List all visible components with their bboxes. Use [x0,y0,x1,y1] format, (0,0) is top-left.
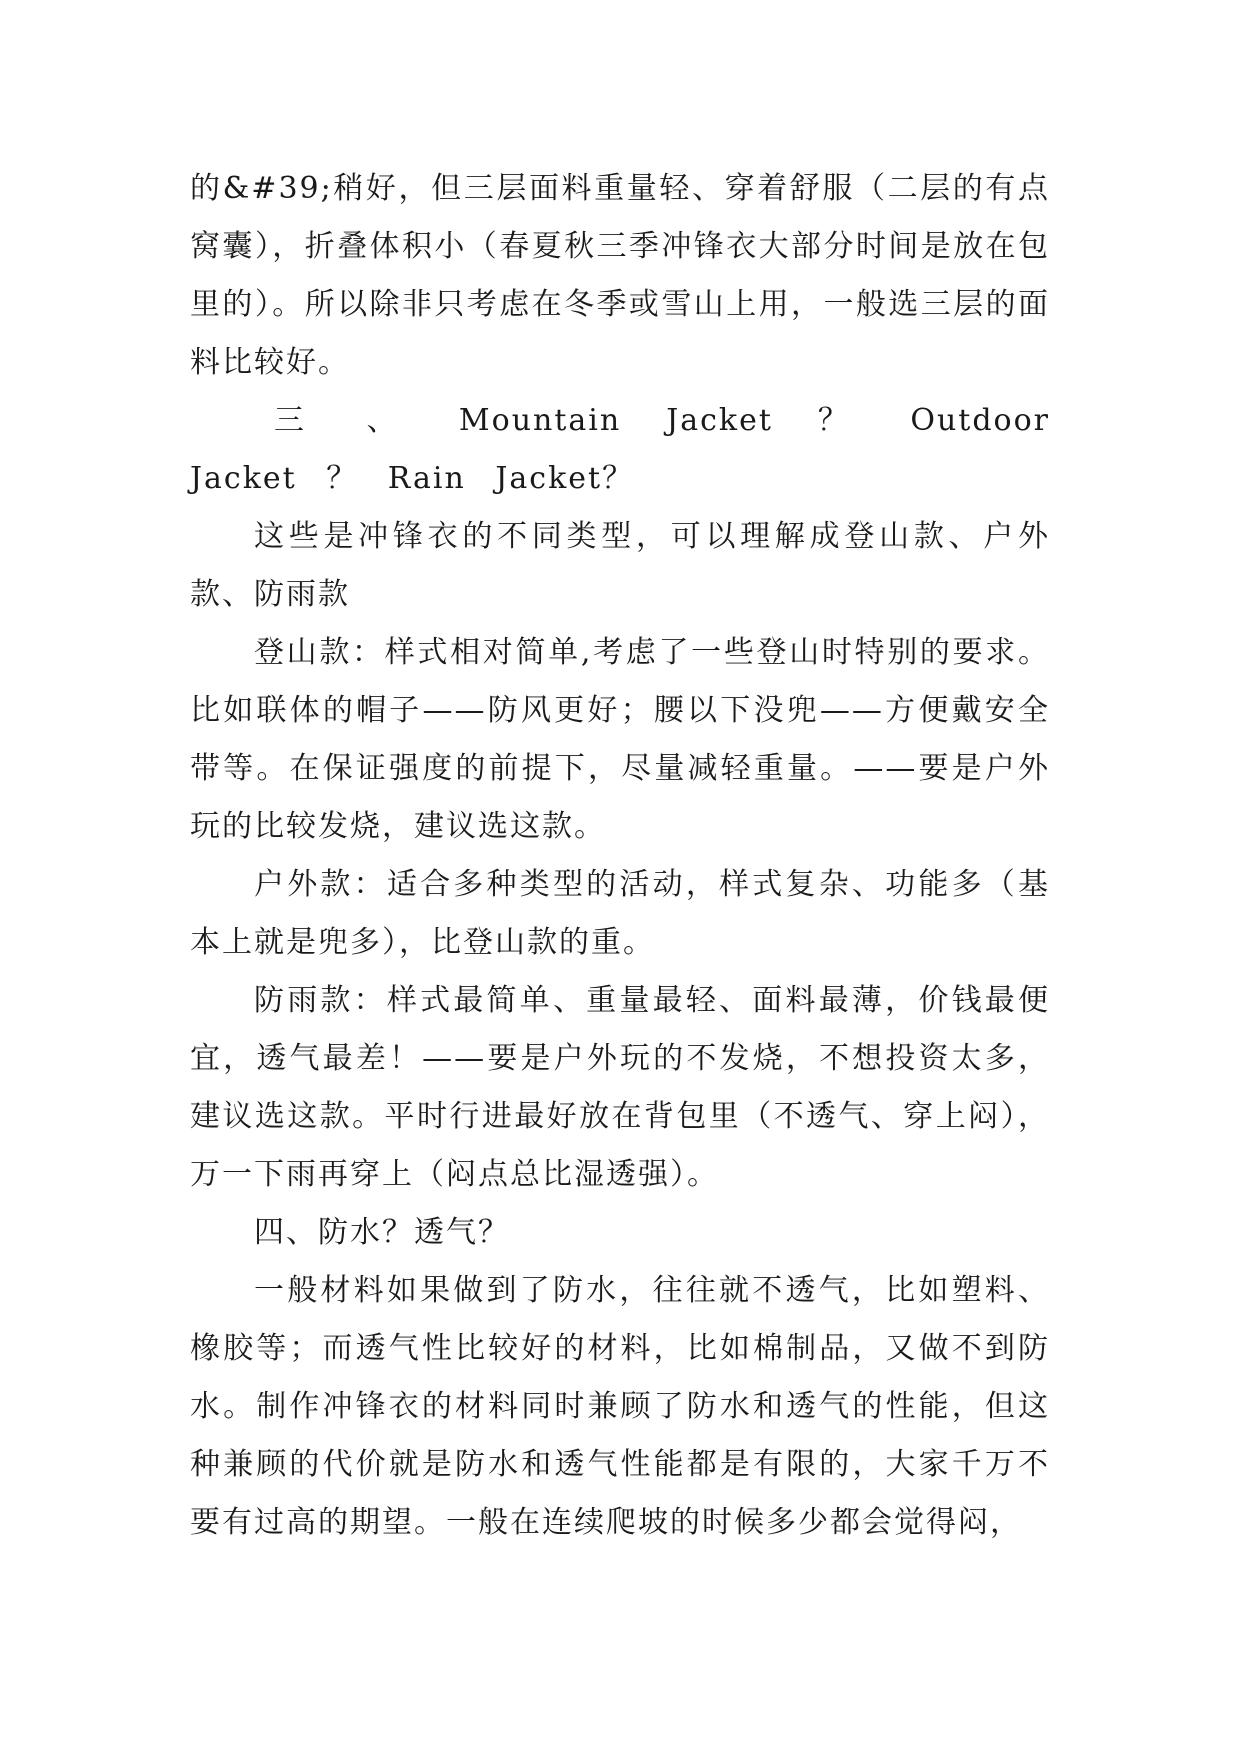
paragraph-fabric-layers: 的&#39;稍好，但三层面料重量轻、穿着舒服（二层的有点窝囊），折叠体积小（春夏秋三季冲锋衣大部分时间是放在包里的）。所以除非只考虑在冬季或雪山上用，一般选三层的面料比较好。 [190,171,1050,380]
paragraph-jacket-types-intro: 这些是冲锋衣的不同类型，可以理解成登山款、户外款、防雨款 [190,519,1050,612]
section-heading-waterproof-breathable: 四、防水？透气？ [254,1215,510,1250]
section-heading-jacket-types: 三 、 Mountain Jacket ？ Outdoor Jacket ？ Rain Jacket？ [190,403,1050,496]
paragraph-waterproof-breathable: 一般材料如果做到了防水，往往就不透气，比如塑料、橡胶等；而透气性比较好的材料，比如棉制品，又做不到防水。制作冲锋衣的材料同时兼顾了防水和透气的性能，但这种兼顾的代价就是防水和透气性能都是有限的，大家千万不要有过高的期望。一般在连续爬坡的时候多少都会觉得闷， [190,1273,1050,1540]
paragraph-outdoor-jacket: 户外款：适合多种类型的活动，样式复杂、功能多（基本上就是兜多），比登山款的重。 [190,867,1050,960]
paragraph-mountain-jacket: 登山款：样式相对简单,考虑了一些登山时特别的要求。比如联体的帽子——防风更好；腰以下没兜——方便戴安全带等。在保证强度的前提下，尽量减轻重量。——要是户外玩的比较发烧，建议选这款。 [190,635,1050,844]
document-body [190,160,1050,1552]
paragraph-rain-jacket: 防雨款：样式最简单、重量最轻、面料最薄，价钱最便宜，透气最差！——要是户外玩的不发烧，不想投资太多，建议选这款。平时行进最好放在背包里（不透气、穿上闷），万一下雨再穿上（闷点总比湿透强）。 [190,983,1050,1192]
